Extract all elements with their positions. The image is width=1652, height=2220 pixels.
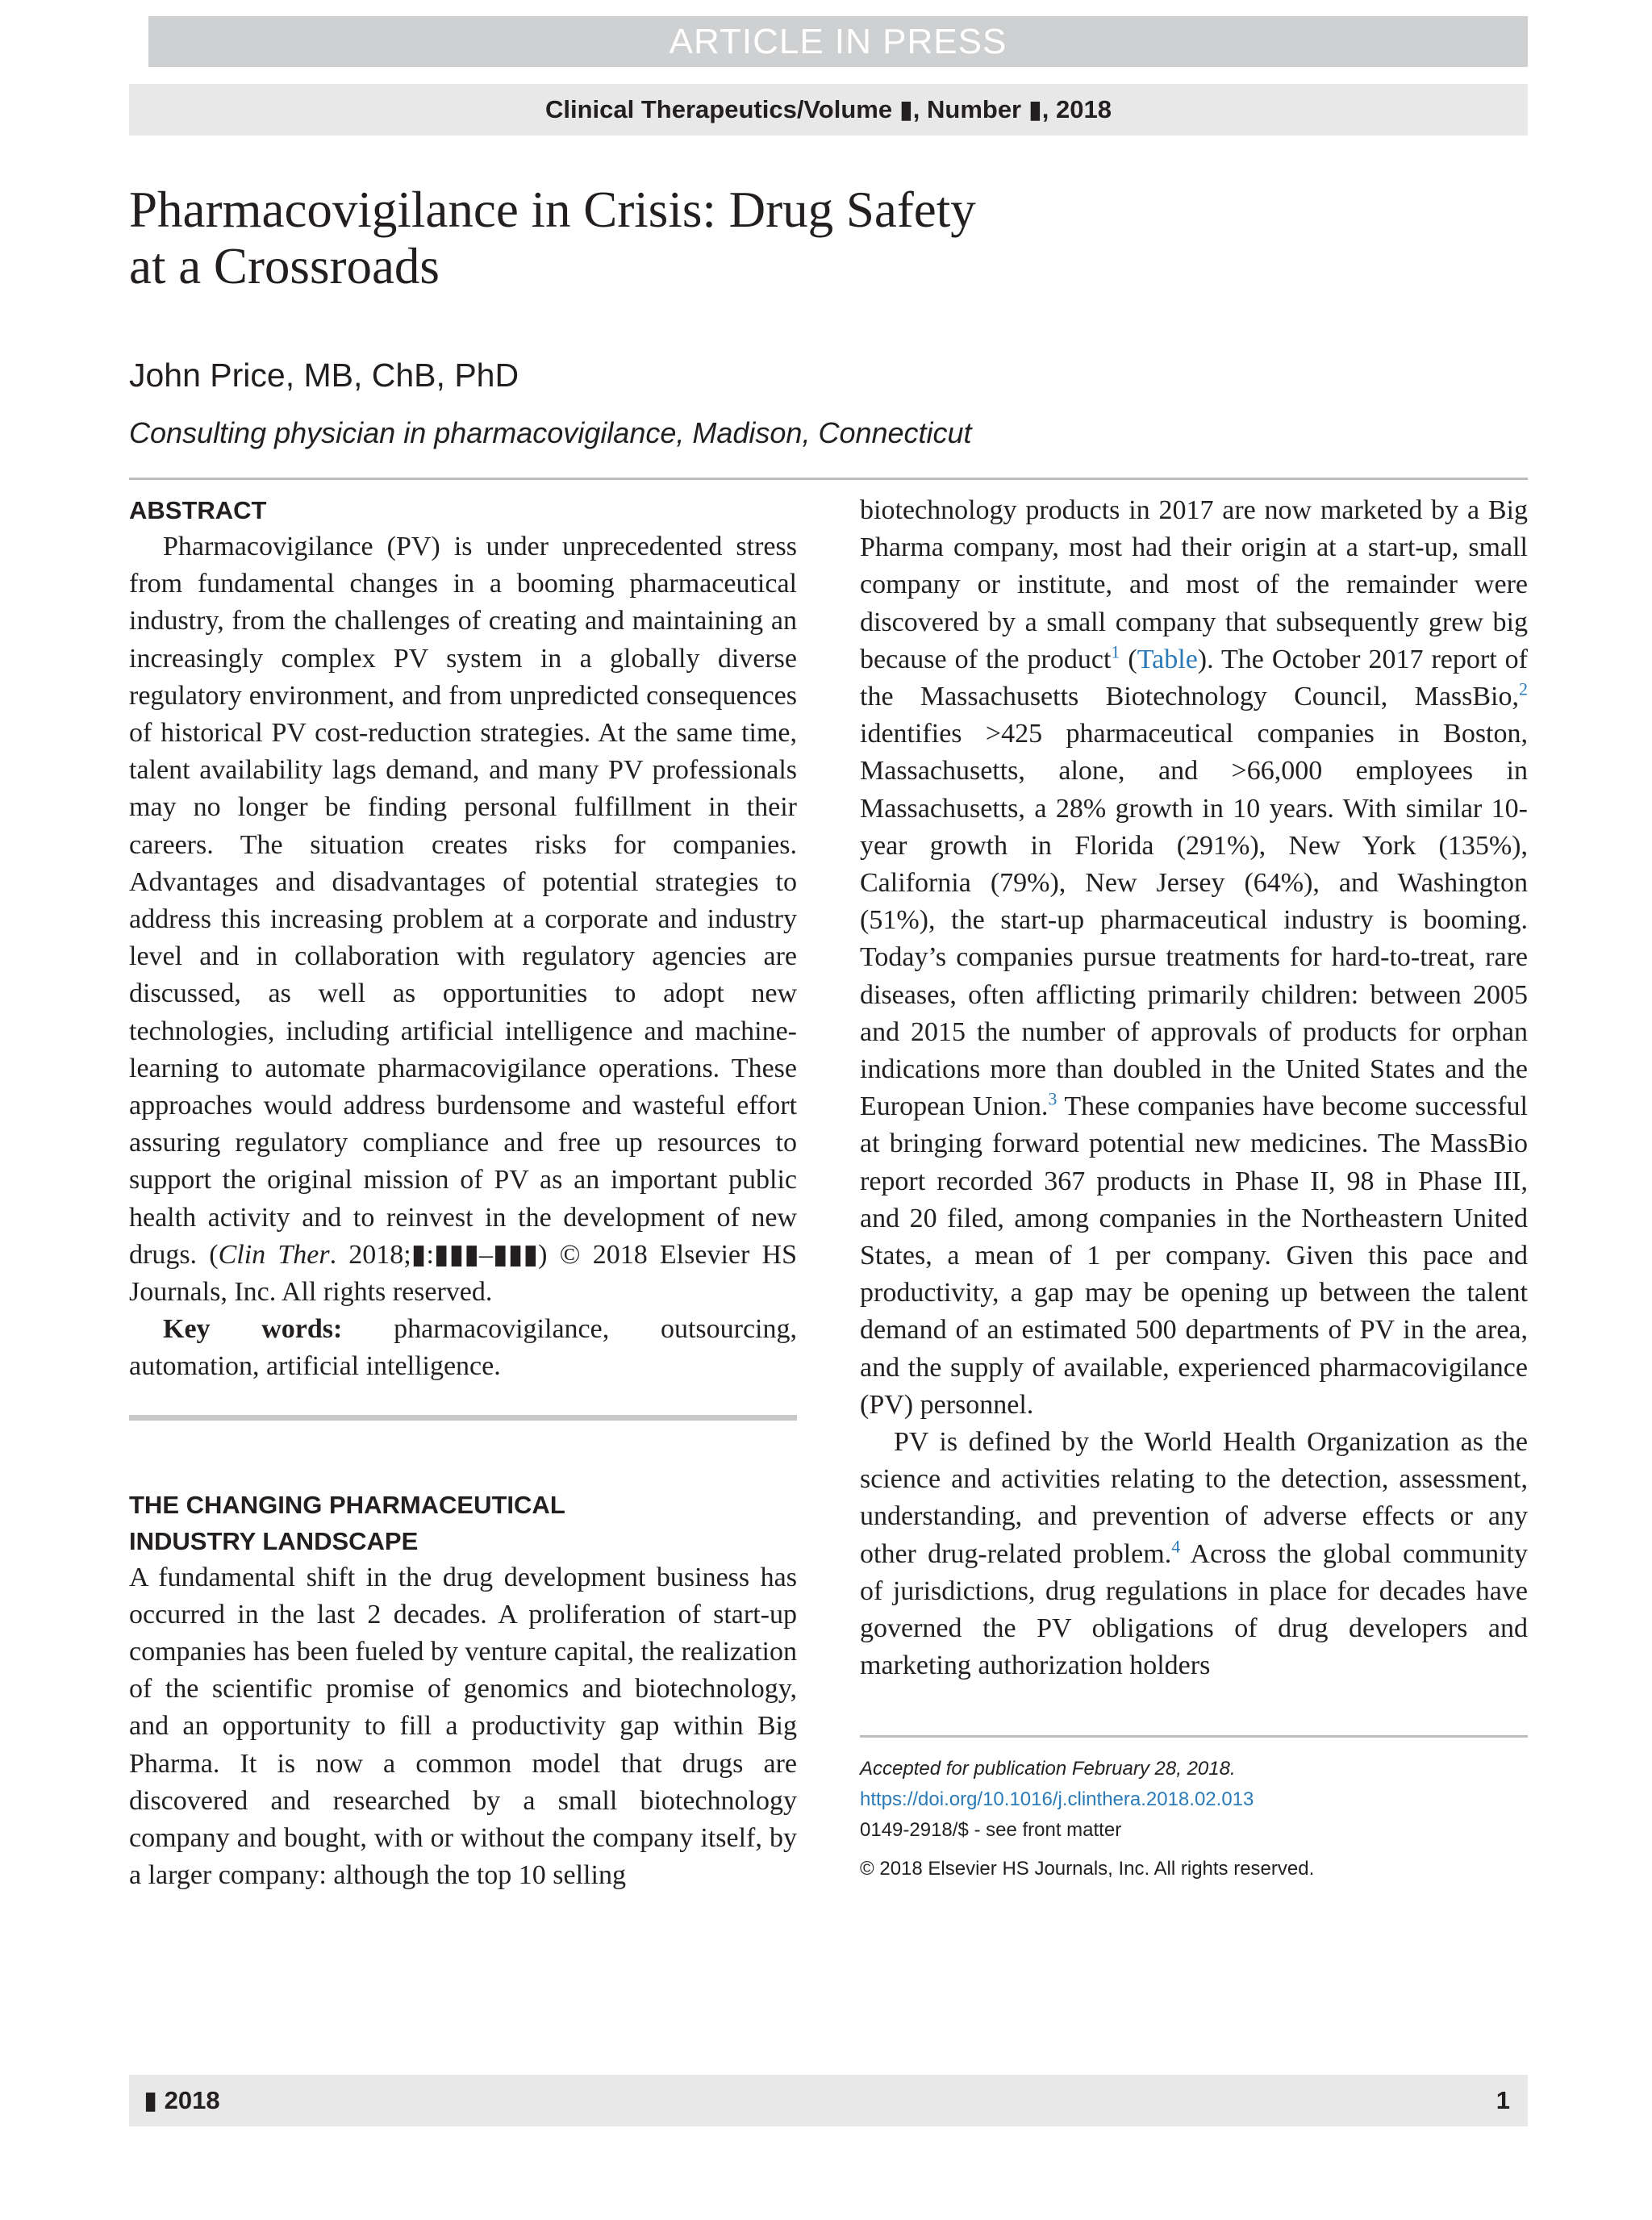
page-footer [129, 2075, 1528, 2126]
accepted-date: Accepted for publication February 28, 2018. [860, 1757, 1236, 1780]
issn: 0149-2918/$ - see front matter [860, 1818, 1122, 1841]
reference-link-1[interactable]: 1 [1111, 641, 1120, 662]
abstract-text: Pharmacovigilance (PV) is under unprecedented stress from fundamental changes in a booming pharmaceutical industry, from the challenges of creating and maintaining an increasingly complex PV system in a globally diverse regulatory environment, and from unpredicted consequences of historical PV cost-reduction strategies. At the same time, talent availability lags demand, and many PV professionals may no longer be finding personal fulfillment in their careers. The situation creates risks for companies. Advantages and disadvantages of potential strategies to address this increasing problem at a corporate and industry level and in collaboration with regulatory agencies are discussed, as well as opportunities to adopt new technologies, including artificial intelligence and machine-learning to automate pharmacovigilance operations. These approaches would address burdensome and wasteful effort assuring regulatory compliance and free up resources to support the original mission of PV as an important public health activity and to reinvest in the development of new drugs. (Clin Ther. 2018;▮:▮▮▮–▮▮▮) © 2018 Elsevier HS Journals, Inc. All rights reserved. [129, 532, 797, 1308]
reference-link-4[interactable]: 4 [1171, 1536, 1181, 1557]
abstract-heading: ABSTRACT [129, 496, 267, 524]
reference-link-3[interactable]: 3 [1048, 1088, 1058, 1109]
left-column [129, 492, 797, 1895]
title-line-2: at a Crossroads [129, 238, 440, 294]
body-paragraph-2: PV is defined by the World Health Organization as the science and activities relating to the detection, assessment, understanding, and prevention of adverse effects or any other drug-related problem.$^4$ Across the global community of jurisdictions, drug regulations in place for decades have governed the PV obligations of drug developers and marketing authorization holders [860, 1427, 1529, 1681]
section-heading: THE CHANGING PHARMACEUTICAL INDUSTRY LANDSCAPE [129, 1490, 565, 1555]
footnotes [860, 1754, 1528, 1884]
title-line-1: Pharmacovigilance in Crisis: Drug Safety [129, 182, 976, 238]
keywords: Key words: pharmacovigilance, outsourcing, automation, artificial intelligence. [129, 1314, 797, 1382]
citation-journal: Clin Ther [218, 1239, 330, 1270]
author-name: John Price, MB, ChB, PhD [129, 357, 519, 394]
copyright: © 2018 Elsevier HS Journals, Inc. All rights reserved. [860, 1857, 1315, 1880]
keywords-label: Key words: [163, 1314, 343, 1345]
article-title [129, 182, 1178, 294]
header-divider [129, 478, 1528, 480]
abstract-divider [129, 1415, 797, 1421]
journal-header: Clinical Therapeutics/Volume ▮, Number ▮, 2018 [129, 84, 1528, 136]
author-affiliation: Consulting physician in pharmacovigilance, Madison, Connecticut [129, 416, 972, 449]
doi-link[interactable]: https://doi.org/10.1016/j.clinthera.2018.02.013 [860, 1788, 1254, 1810]
body-paragraph-1: biotechnology products in 2017 are now marketed by a Big Pharma company, most had their origin at a start-up, small company or institute, and most of the remainder were discovered by a small company that subsequently grew big because of the product$^1$ (Table). The October 2017 report of the Massachusetts Biotechnology Council, MassBio,$^2$ identifies >425 pharmaceutical companies in Boston, Massachusetts, alone, and >66,000 employees in Massachusetts, a 28% growth in 10 years. With similar 10-year growth in Florida (291%), New York (135%), California (79%), New Jersey (64%), and Washington (51%), the start-up pharmaceutical industry is booming. Today’s companies pursue treatments for hard-to-treat, rare diseases, often afflicting primarily children: between 2005 and 2015 the number of approvals of products for orphan indications more than doubled in the United States and the European Union.$^3$ These companies have become successful at bringing forward potential new medicines. The MassBio report recorded 367 products in Phase II, 98 in Phase III, and 20 filed, among companies in the Northeastern United States, a mean of 1 per company. Given this pace and productivity, a gap may be opening up between the talent demand of an estimated 500 departments of PV in the area, and the supply of available, experienced pharmacovigilance (PV) personnel. [860, 495, 1529, 1420]
table-link[interactable]: Table [1137, 644, 1198, 674]
page-number: 1 [1496, 2086, 1510, 2114]
reference-link-2[interactable]: 2 [1519, 678, 1528, 699]
right-column [860, 492, 1528, 1884]
section-paragraph: A fundamental shift in the drug development business has occurred in the last 2 decades. A proliferation of start-up companies has been fueled by venture capital, the realization of the scientific promise of genomics and biotechnology, and an opportunity to fill a productivity gap within Big Pharma. It is now a common model that drugs are discovered and researched by a small biotechnology company and bought, with or without the company itself, by a larger company: although the top 10 selling [129, 1562, 797, 1891]
footer-issue: ▮ 2018 [144, 2086, 220, 2114]
footnote-divider [860, 1735, 1528, 1738]
article-in-press-banner: ARTICLE IN PRESS [148, 16, 1528, 67]
